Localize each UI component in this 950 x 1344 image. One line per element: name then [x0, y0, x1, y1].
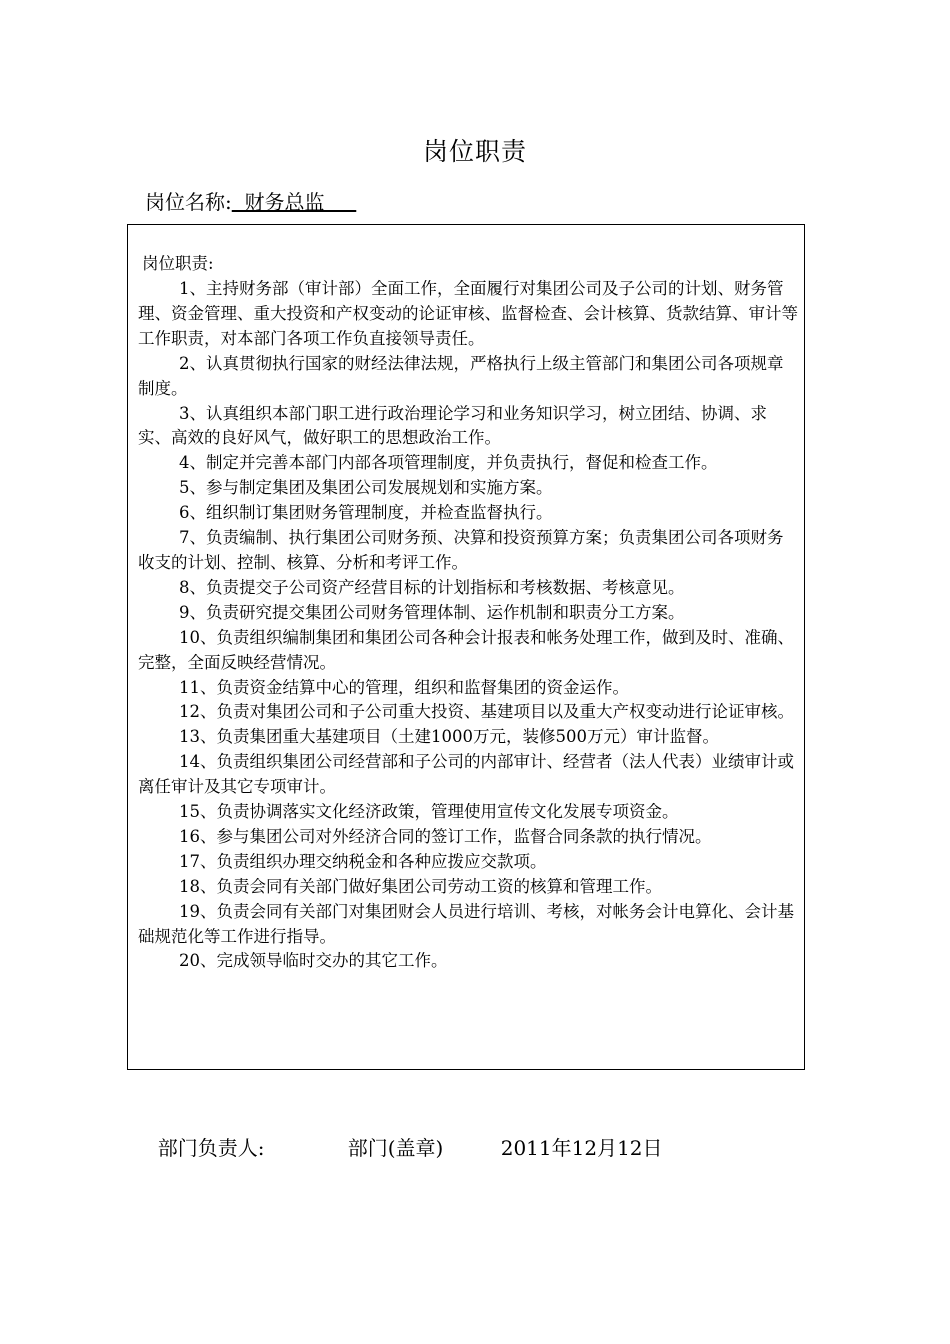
- dept-seal-label: 部门(盖章): [347, 1136, 444, 1160]
- duty-item: 1、主持财务部（审计部）全面工作，全面履行对集团公司及子公司的计划、财务管理、资金管理、重大投资和产权变动的论证审核、监督检查、会计核算、货款结算、审计等工作职责，对本部门各项工作负直接领导责任。: [138, 279, 798, 348]
- duty-item: 5、参与制定集团及集团公司发展规划和实施方案。: [179, 478, 553, 498]
- duties-box: [127, 224, 805, 1070]
- duty-item: 8、负责提交子公司资产经营目标的计划指标和考核数据、考核意见。: [179, 577, 685, 597]
- duty-item: 3、认真组织本部门职工进行政治理论学习和业务知识学习，树立团结、协调、求实、高效的良好风气，做好职工的思想政治工作。: [138, 403, 767, 448]
- duty-item: 7、负责编制、执行集团公司财务预、决算和投资预算方案；负责集团公司各项财务收支的计划、控制、核算、分析和考评工作。: [138, 528, 784, 572]
- duty-item: 13、负责集团重大基建项目（土建1000万元，装修500万元）审计监督。: [179, 727, 719, 747]
- post-name-label: 岗位名称:: [145, 190, 232, 214]
- duty-item: 6、组织制订集团财务管理制度，并检查监督执行。: [179, 503, 553, 523]
- duty-item: 12、负责对集团公司和子公司重大投资、基建项目以及重大产权变动进行论证审核。: [179, 702, 794, 722]
- duty-item: 9、负责研究提交集团公司财务管理体制、运作机制和职责分工方案。: [179, 602, 685, 622]
- post-name-value: 财务总监: [231, 190, 357, 214]
- duty-item: 19、负责会同有关部门对集团财会人员进行培训、考核，对帐务会计电算化、会计基础规范化等工作进行指导。: [138, 901, 794, 946]
- duty-item: 18、负责会同有关部门做好集团公司劳动工资的核算和管理工作。: [179, 876, 662, 896]
- date-text: 2011年12月12日: [500, 1136, 663, 1160]
- duty-item: 11、负责资金结算中心的管理，组织和监督集团的资金运作。: [179, 677, 629, 697]
- page-title: 岗位职责: [422, 137, 527, 166]
- duties-heading: 岗位职责:: [142, 254, 214, 273]
- duty-item: 16、参与集团公司对外经济合同的签订工作，监督合同条款的执行情况。: [179, 826, 712, 846]
- duties-list: [138, 277, 798, 974]
- signature-row: [145, 1108, 663, 1161]
- dept-head-label: 部门负责人:: [157, 1136, 265, 1160]
- post-name-row: [145, 186, 356, 215]
- duty-item: 15、负责协调落实文化经济政策，管理使用宣传文化发展专项资金。: [179, 802, 679, 822]
- duty-item: 10、负责组织编制集团和集团公司各种会计报表和帐务处理工作，做到及时、准确、完整，全面反映经营情况。: [138, 627, 794, 672]
- duty-item: 4、制定并完善本部门内部各项管理制度，并负责执行，督促和检查工作。: [179, 453, 718, 473]
- duty-item: 17、负责组织办理交纳税金和各种应拨应交款项。: [179, 851, 547, 871]
- duty-item: 2、认真贯彻执行国家的财经法律法规，严格执行上级主管部门和集团公司各项规章制度。: [138, 353, 784, 398]
- duty-item: 14、负责组织集团公司经营部和子公司的内部审计、经营者（法人代表）业绩审计或离任审计及其它专项审计。: [138, 752, 794, 797]
- duty-item: 20、完成领导临时交办的其它工作。: [179, 951, 448, 971]
